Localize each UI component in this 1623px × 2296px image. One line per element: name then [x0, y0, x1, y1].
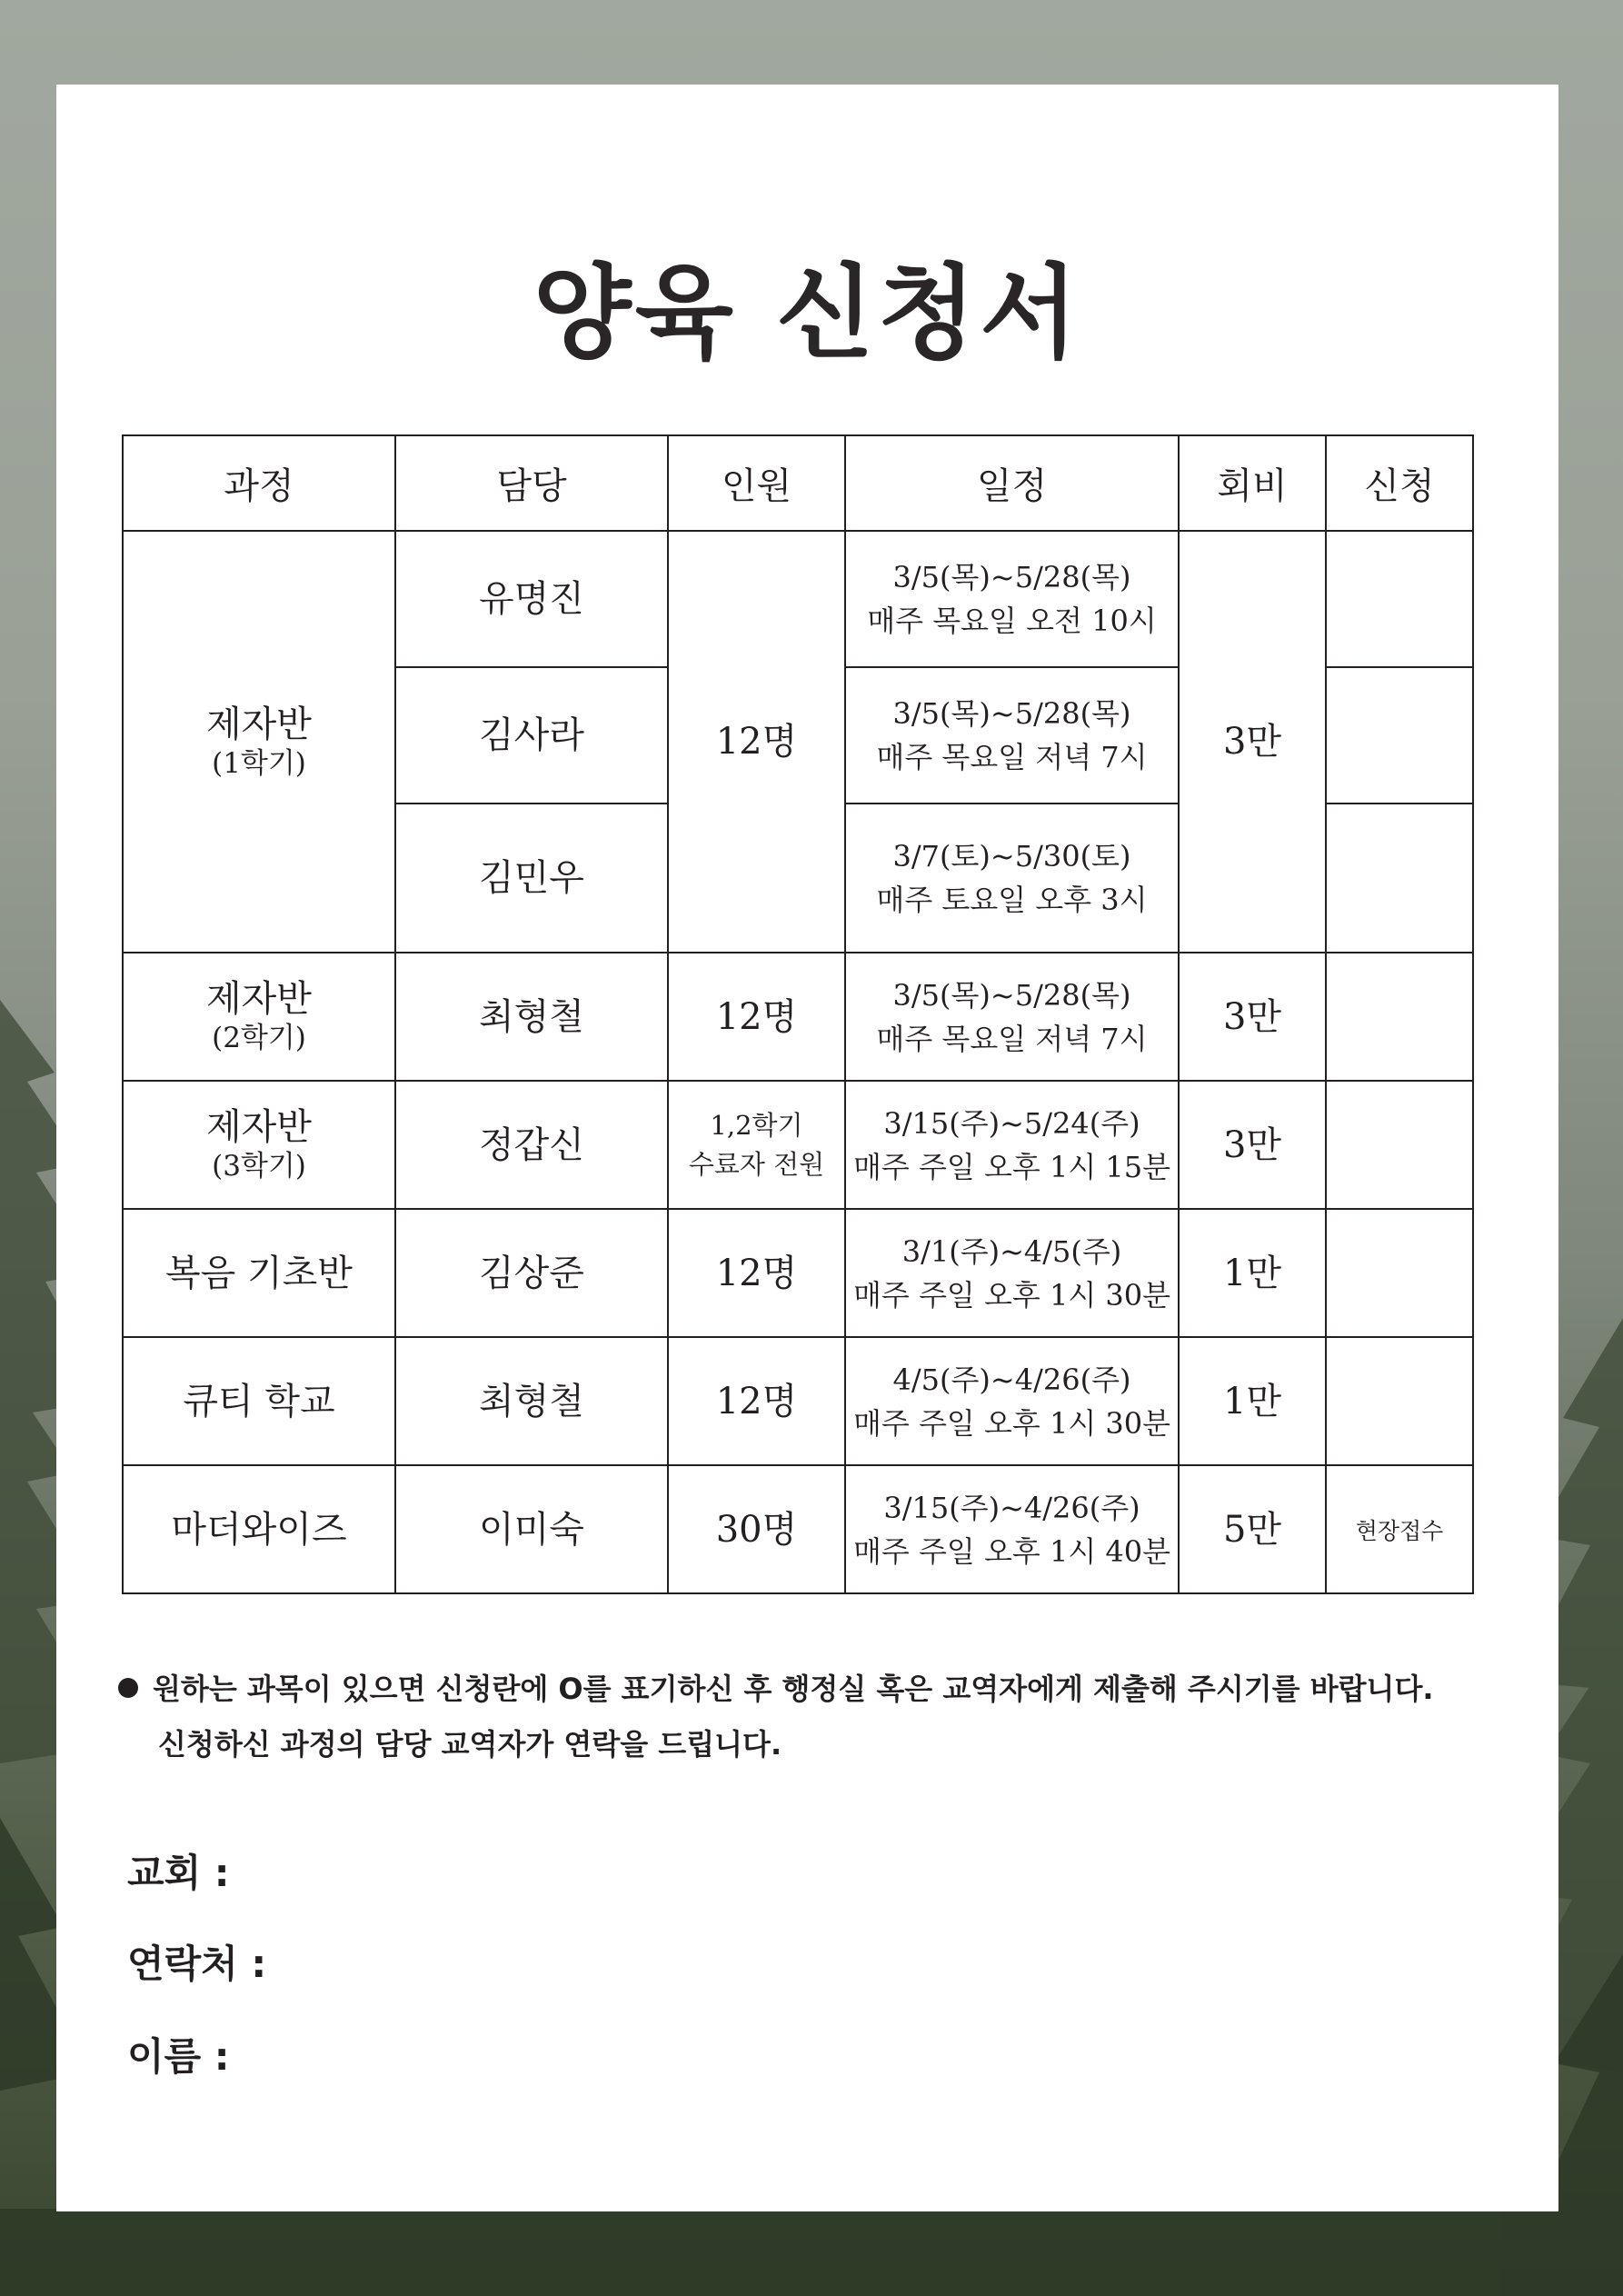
apply-cell[interactable]	[1326, 804, 1473, 953]
header-schedule: 일정	[845, 435, 1179, 531]
schedule-cell: 3/5(목)~5/28(목) 매주 목요일 저녁 7시	[845, 667, 1179, 804]
notice-line-2: 신청하신 과정의 담당 교역자가 연락을 드립니다.	[158, 1726, 782, 1762]
table-row	[123, 1081, 1473, 1209]
leader-cell: 이미숙	[395, 1465, 668, 1593]
page-title: 양육 신청서	[533, 254, 1082, 373]
leader-cell: 정갑신	[395, 1081, 668, 1209]
header-course: 과정	[123, 435, 395, 531]
church-field-label[interactable]: 교회 :	[127, 1851, 230, 1895]
fee-cell: 1만	[1179, 1209, 1326, 1337]
leader-cell: 김상준	[395, 1209, 668, 1337]
leader-cell: 최형철	[395, 953, 668, 1081]
header-capacity: 인원	[668, 435, 845, 531]
capacity-cell: 12명	[668, 531, 845, 953]
header-leader: 담당	[395, 435, 668, 531]
capacity-cell: 30명	[668, 1465, 845, 1593]
notice-text	[118, 1662, 1536, 1772]
apply-cell[interactable]	[1326, 1337, 1473, 1465]
leader-cell: 김민우	[395, 804, 668, 953]
course-cell: 큐티 학교	[123, 1337, 395, 1465]
course-cell: 제자반 (3학기)	[123, 1081, 395, 1209]
schedule-cell: 3/15(주)~4/26(주) 매주 주일 오후 1시 40분	[845, 1465, 1179, 1593]
apply-cell[interactable]	[1326, 953, 1473, 1081]
capacity-cell: 12명	[668, 953, 845, 1081]
capacity-cell: 1,2학기 수료자 전원	[668, 1081, 845, 1209]
header-fee: 회비	[1179, 435, 1326, 531]
table-row	[123, 1337, 1473, 1465]
course-cell: 제자반 (1학기)	[123, 531, 395, 953]
course-table	[122, 434, 1474, 1594]
fee-cell: 5만	[1179, 1465, 1326, 1593]
course-cell: 제자반 (2학기)	[123, 953, 395, 1081]
capacity-cell: 12명	[668, 1337, 845, 1465]
apply-cell[interactable]: 현장접수	[1326, 1465, 1473, 1593]
table-row	[123, 1209, 1473, 1337]
table-row	[123, 953, 1473, 1081]
apply-cell[interactable]	[1326, 531, 1473, 667]
contact-field-label[interactable]: 연락처 :	[127, 1942, 267, 1986]
schedule-cell: 3/15(주)~5/24(주) 매주 주일 오후 1시 15분	[845, 1081, 1179, 1209]
schedule-cell: 3/1(주)~4/5(주) 매주 주일 오후 1시 30분	[845, 1209, 1179, 1337]
capacity-cell: 12명	[668, 1209, 845, 1337]
fee-cell: 1만	[1179, 1337, 1326, 1465]
schedule-cell: 3/5(목)~5/28(목) 매주 목요일 오전 10시	[845, 531, 1179, 667]
apply-cell[interactable]	[1326, 1081, 1473, 1209]
apply-cell[interactable]	[1326, 667, 1473, 804]
leader-cell: 김사라	[395, 667, 668, 804]
table-row	[123, 531, 1473, 667]
name-field-label[interactable]: 이름 :	[127, 2034, 230, 2079]
leader-cell: 유명진	[395, 531, 668, 667]
fee-cell: 3만	[1179, 953, 1326, 1081]
bullet-icon	[118, 1678, 138, 1698]
schedule-cell: 3/5(목)~5/28(목) 매주 목요일 저녁 7시	[845, 953, 1179, 1081]
header-apply: 신청	[1326, 435, 1473, 531]
schedule-cell: 4/5(주)~4/26(주) 매주 주일 오후 1시 30분	[845, 1337, 1179, 1465]
fee-cell: 3만	[1179, 531, 1326, 953]
application-form-paper	[56, 85, 1558, 2211]
fee-cell: 3만	[1179, 1081, 1326, 1209]
course-cell: 마더와이즈	[123, 1465, 395, 1593]
leader-cell: 최형철	[395, 1337, 668, 1465]
apply-cell[interactable]	[1326, 1209, 1473, 1337]
course-cell: 복음 기초반	[123, 1209, 395, 1337]
notice-line-1: 원하는 과목이 있으면 신청란에 O를 표기하신 후 행정실 혹은 교역자에게 제출해 주시기를 바랍니다.	[153, 1672, 1434, 1706]
schedule-cell: 3/7(토)~5/30(토) 매주 토요일 오후 3시	[845, 804, 1179, 953]
table-row	[123, 1465, 1473, 1593]
table-header-row	[123, 435, 1473, 531]
